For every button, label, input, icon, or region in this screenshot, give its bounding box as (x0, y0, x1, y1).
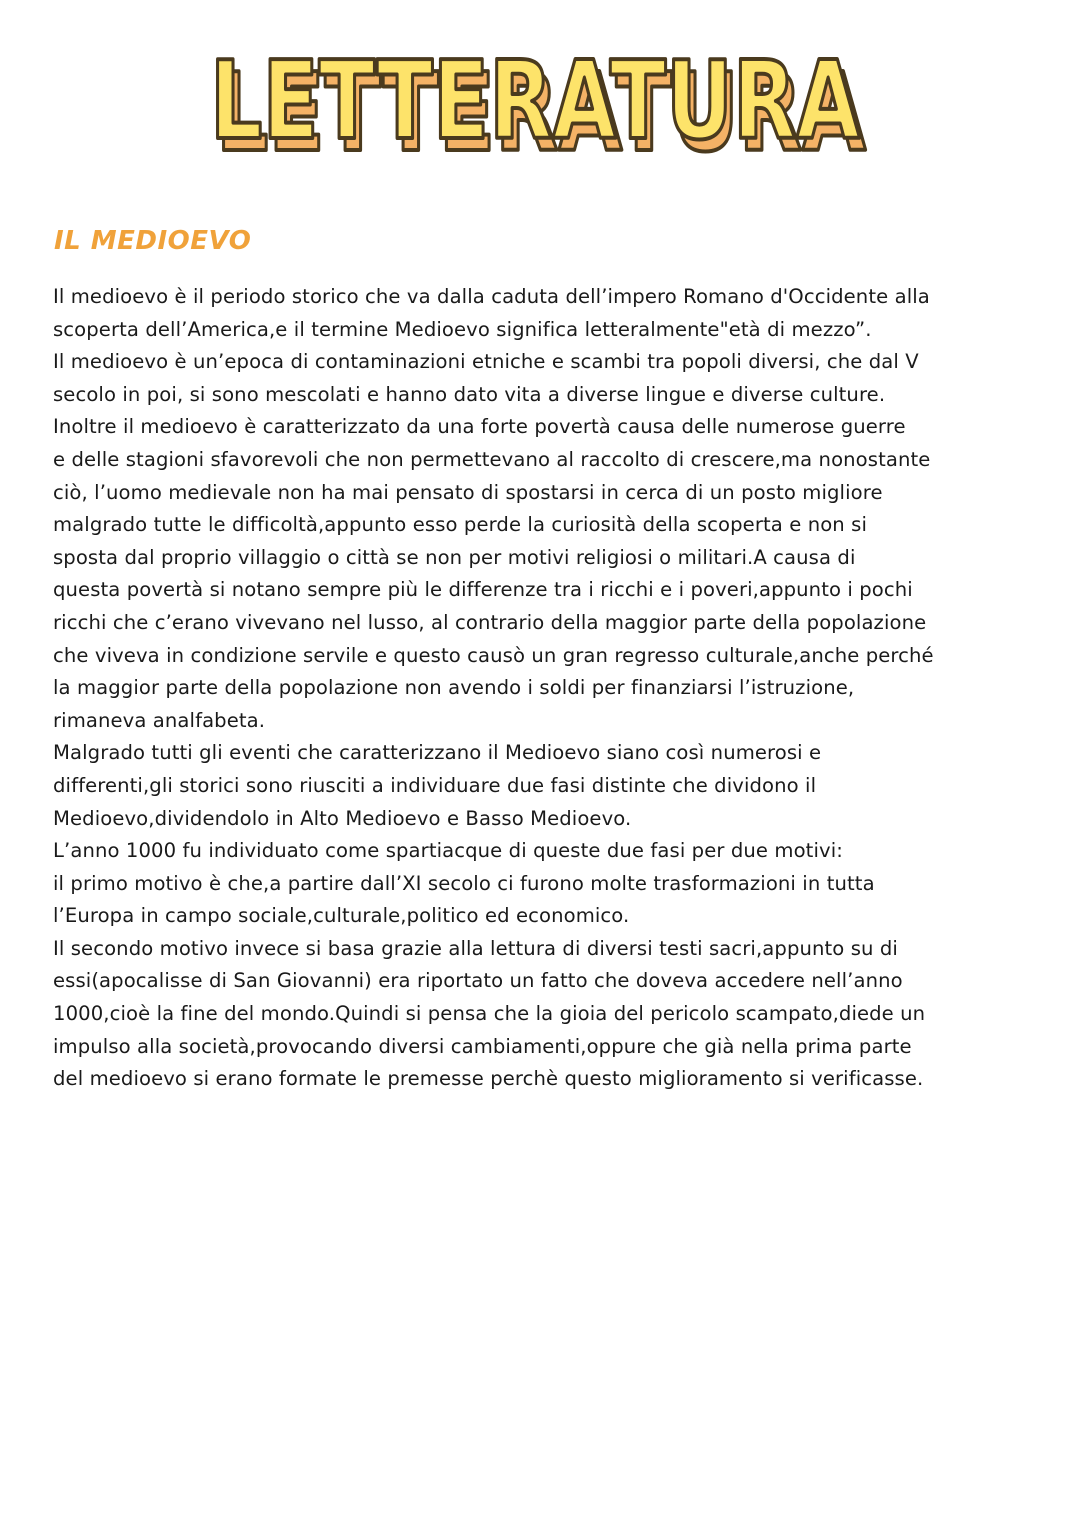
text-line: e delle stagioni sfavorevoli che non permettevano al raccolto di crescere,ma nonostante (53, 447, 931, 471)
text-line: Il medioevo è il periodo storico che va dalla caduta dell’impero Romano d'Occidente alla (53, 285, 930, 308)
text-line: 1000,cioè la fine del mondo.Quindi si pensa che la gioia del pericolo scampato,diede un (53, 1002, 926, 1026)
text-line: scoperta dell’America,e il termine Medioevo significa letteralmente"età di mezzo”. (53, 317, 872, 341)
text-line: ricchi che c’erano vivevano nel lusso, al contrario della maggior parte della popolazione (53, 610, 927, 634)
text-line: Inoltre il medioevo è caratterizzato da una forte povertà causa delle numerose guerre (53, 415, 906, 439)
title-shadow: LETTERATURA (216, 51, 867, 176)
body-paragraph (53, 281, 1028, 1096)
text-line: ciò, l’uomo medievale non ha mai pensato di spostarsi in cerca di un posto migliore (53, 480, 883, 504)
text-line: impulso alla società,provocando diversi cambiamenti,oppure che già nella prima parte (53, 1034, 912, 1058)
text-line: Il secondo motivo invece si basa grazie alla lettura di diversi testi sacri,appunto su di (53, 936, 898, 960)
text-line: l’Europa in campo sociale,culturale,politico ed economico. (53, 904, 630, 928)
text-line: del medioevo si erano formate le premesse perchè questo miglioramento si verificasse. (53, 1067, 924, 1091)
text-line: questa povertà si notano sempre più le differenze tra i ricchi e i poveri,appunto i pochi (53, 578, 913, 602)
section-heading: IL MEDIOEVO (54, 226, 252, 256)
page-title: LETTERATURA (210, 40, 861, 164)
text-line: secolo in poi, si sono mescolati e hanno dato vita a diverse lingue e diverse culture. (53, 382, 886, 406)
text-line: Medioevo,dividendolo in Alto Medioevo e Basso Medioevo. (53, 806, 632, 830)
text-line: L’anno 1000 fu individuato come spartiacque di queste due fasi per due motivi: (53, 839, 843, 863)
text-line: Malgrado tutti gli eventi che caratterizzano il Medioevo siano così numerosi e (53, 741, 822, 765)
text-line: malgrado tutte le difficoltà,appunto esso perde la curiosità della scoperta e non si (53, 513, 868, 537)
text-line: la maggior parte della popolazione non avendo i soldi per finanziarsi l’istruzione, (53, 676, 855, 700)
text-line: essi(apocalisse di San Giovanni) era riportato un fatto che doveva accedere nell’anno (53, 969, 903, 993)
title-wordart (190, 40, 880, 180)
text-line: il primo motivo è che,a partire dall’XI secolo ci furono molte trasformazioni in tutta (53, 871, 875, 895)
text-line: differenti,gli storici sono riusciti a individuare due fasi distinte che dividono il (53, 773, 817, 797)
text-line: che viveva in condizione servile e questo causò un gran regresso culturale,anche perché (53, 643, 934, 667)
title-svg (190, 40, 880, 180)
text-line: rimaneva analfabeta. (53, 708, 266, 732)
text-line: sposta dal proprio villaggio o città se non per motivi religiosi o militari.A causa di (53, 545, 856, 569)
text-line: Il medioevo è un’epoca di contaminazioni etniche e scambi tra popoli diversi, che dal V (53, 350, 919, 374)
